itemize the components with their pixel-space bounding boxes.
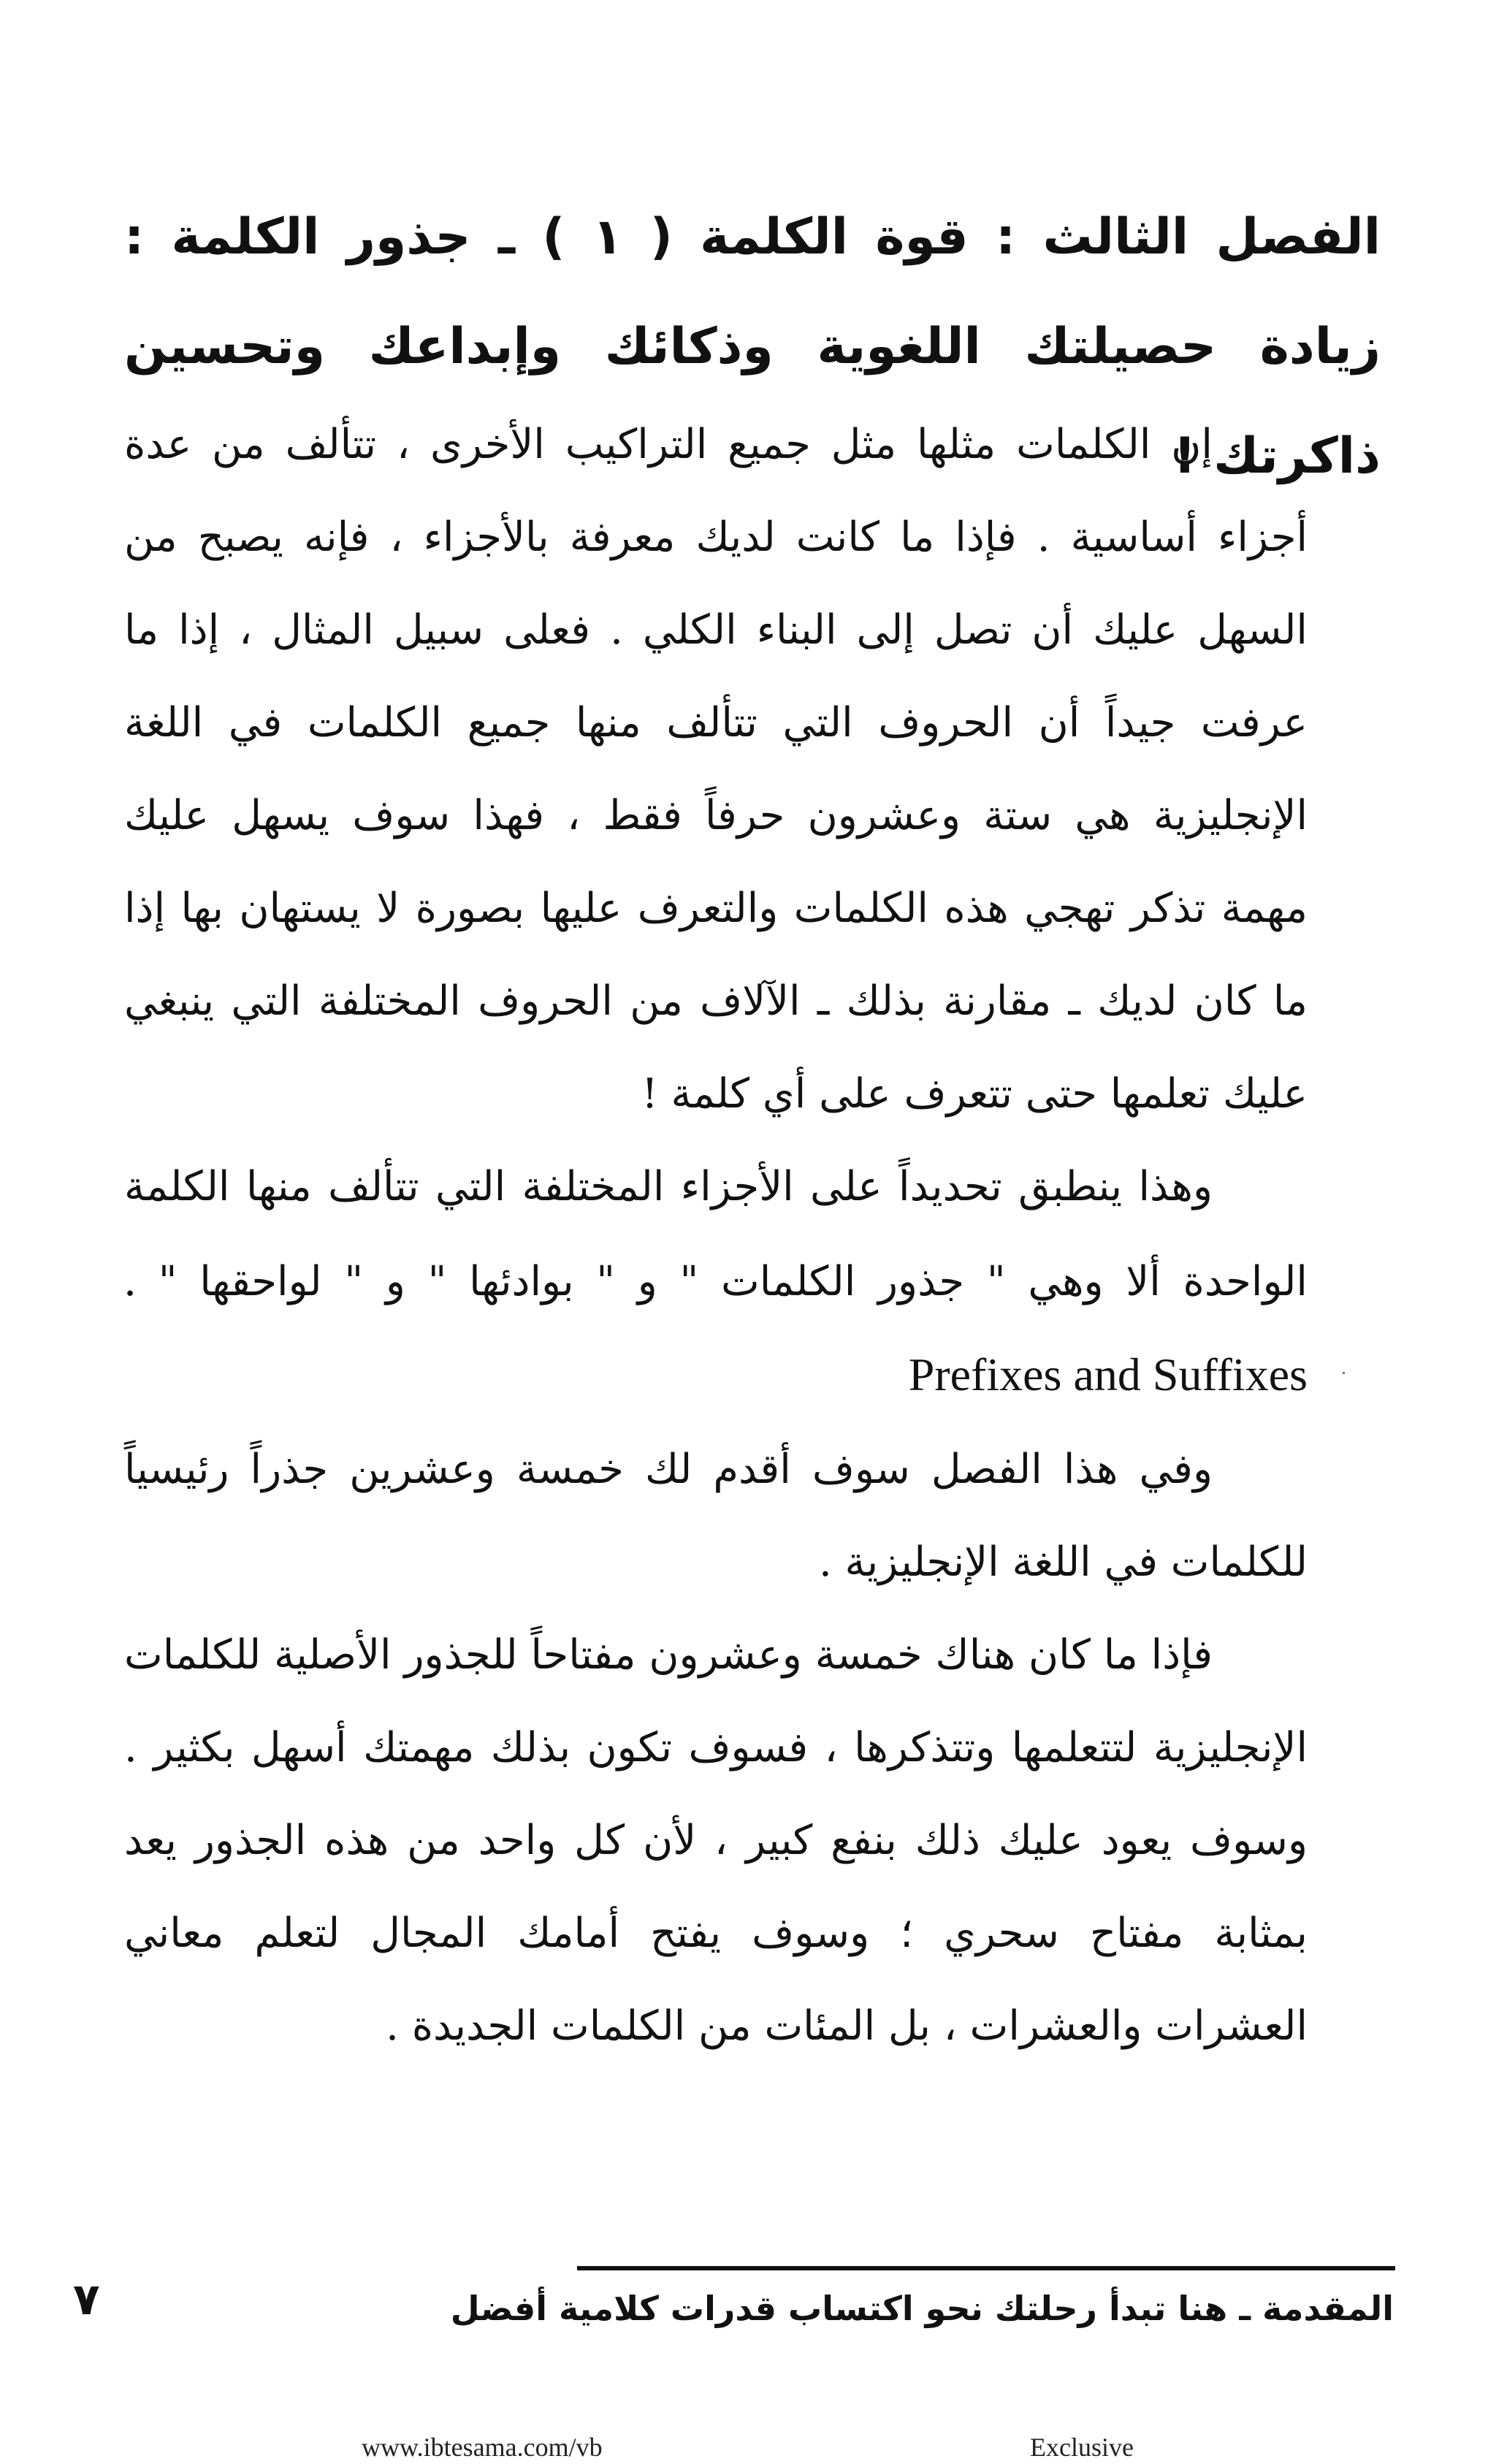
footer-divider [577, 2266, 1395, 2270]
paragraph-4: فإذا ما كان هناك خمسة وعشرون مفتاحاً للجذور الأصلية للكلمات الإنجليزية لتتعلمها وتتذكرها ، فسوف تكون بذلك مهمتك أسهل بكثير . وسوف يعود عليك ذلك بنفع كبير ، لأن كل واحد من هذه الجذور يعد بمثابة مفتاح سحري ؛ وسوف يفتح أمامك المجال لتعلم معاني العشرات والعشرات ، بل المئات من الكلمات الجديدة . [124, 1631, 1308, 2050]
body-text [124, 398, 1308, 2072]
paragraph-2-arabic: وهذا ينطبق تحديداً على الأجزاء المختلفة التي تتألف منها الكلمة الواحدة ألا وهي " جذور الكلمات " و " بوادئها " و " لواحقها " [124, 1163, 1308, 1305]
website-watermark: www.ibtesama.com/vb [362, 2433, 603, 2462]
paragraph-2 [124, 1140, 1308, 1423]
chapter-title: الفصل الثالث : قوة الكلمة ( ١ ) ـ جذور الكلمة : زيادة حصيلتك اللغوية وذكائك وإبداعك وتحسين ذاكرتك ! [124, 208, 1381, 485]
paragraph-3: وفي هذا الفصل سوف أقدم لك خمسة وعشرين جذراً رئيسياً للكلمات في اللغة الإنجليزية . [124, 1446, 1308, 1586]
scan-speck [1343, 1372, 1345, 1374]
paragraph-2-latin: . Prefixes and Suffixes [124, 1254, 1308, 1400]
exclusive-tag: Exclusive [1030, 2433, 1134, 2462]
paragraph-1: إن الكلمات مثلها مثل جميع التراكيب الأخرى ، تتألف من عدة أجزاء أساسية . فإذا ما كانت لديك معرفة بالأجزاء ، فإنه يصبح من السهل عليك أن تصل إلى البناء الكلي . فعلى سبيل المثال ، إذا ما عرفت جيداً أن الحروف التي تتألف منها جميع الكلمات في اللغة الإنجليزية هي ستة وعشرون حرفاً فقط ، فهذا سوف يسهل عليك مهمة تذكر تهجي هذه الكلمات والتعرف عليها بصورة لا يستهان بها إذا ما كان لديك ـ مقارنة بذلك ـ الآلاف من الحروف المختلفة التي ينبغي عليك تعلمها حتى تتعرف على أي كلمة ! [124, 421, 1308, 1118]
page-number: ٧ [73, 2274, 100, 2325]
running-footer-title: المقدمة ـ هنا تبدأ رحلتك نحو اكتساب قدرات كلامية أفضل [450, 2289, 1394, 2328]
